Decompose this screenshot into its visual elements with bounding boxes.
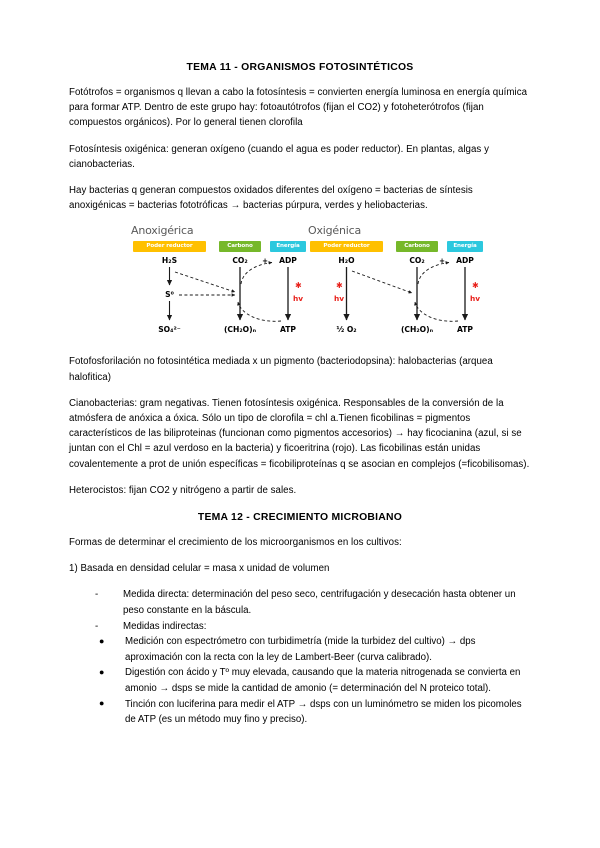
list-item — [99, 665, 531, 696]
paragraph-densidad-celular: 1) Basada en densidad celular = masa x unidad de volumen — [69, 563, 330, 575]
molecule-label-adp-oxi: ADP — [456, 256, 474, 266]
light-label-hv-oxi-h2o: hv — [334, 294, 345, 304]
dash-marker-icon: - — [95, 620, 99, 632]
bullet-marker-icon: ● — [99, 666, 105, 677]
category-box-energia-oxi: Energía — [447, 241, 483, 252]
bullet-list — [69, 634, 531, 728]
molecule-label-ch2on-oxi: (CH₂O)ₙ — [400, 325, 434, 335]
molecule-label-co2-anox: CO₂ — [232, 256, 248, 266]
molecule-label-o2: ½ O₂ — [336, 325, 357, 335]
bullet-marker-icon: ● — [99, 698, 105, 709]
list-item — [95, 619, 531, 635]
paragraph-fotofosforilacion: Fotofosforilación no fotosintética mediada x un pigmento (bacteriodopsina): halobacterias (arquea halofitica) — [69, 356, 493, 383]
category-box-carbono-anox: Carbono — [219, 241, 261, 252]
diagram-arrows — [131, 224, 476, 342]
dash-list — [69, 587, 531, 634]
molecule-label-atp-anox: ATP — [279, 325, 297, 335]
figure-panel-title-oxigenica: Oxigénica — [308, 224, 361, 238]
page-title-tema11: TEMA 11 - ORGANISMOS FOTOSINTÉTICOS — [186, 62, 414, 73]
list-item-label: Medidas indirectas: — [123, 620, 207, 632]
light-label-hv-anox-atp: hv — [293, 294, 304, 304]
paragraph-formas-determinar: Formas de determinar el crecimiento de los microorganismos en los cultivos: — [69, 537, 402, 549]
molecule-label-ch2on-anox: (CH₂O)ₙ — [223, 325, 257, 335]
photosynthesis-comparison-diagram — [131, 224, 481, 342]
figure-panel-title-anoxigenica: Anoxigérica — [131, 224, 194, 238]
plus-sign-oxi: + — [439, 257, 445, 266]
list-item-label: Medida directa: determinación del peso seco, centrifugación y desecación hasta obtener un peso constante en la báscula. — [123, 589, 516, 617]
paragraph-fototrofos: Fotótrofos = organismos q llevan a cabo la fotosíntesis = convierten energía luminosa en energía química para formar ATP. Dentro de este grupo hay: fotoautótrofos (fijan el CO2) y fotoheterótrofos (fijan compuestos orgánicos). Por lo general tienen clorofila — [69, 87, 528, 129]
list-item-label: Digestión con ácido y Tº muy elevada, causando que la materia nitrogenada se convierta en amonio → dsps se mide la cantidad de amonio (= determinación del N proteico total). — [125, 667, 521, 695]
molecule-label-co2-oxi: CO₂ — [409, 256, 425, 266]
molecule-label-adp-anox: ADP — [279, 256, 297, 266]
molecule-label-s0: S⁰ — [165, 290, 174, 300]
light-star-icon-anox-atp: ✱ — [295, 281, 302, 291]
document-content — [69, 62, 531, 728]
category-box-carbono-oxi: Carbono — [396, 241, 438, 252]
category-box-poder-reductor-anox: Poder reductor — [133, 241, 206, 252]
paragraph-heterocistos: Heterocistos: fijan CO2 y nitrógeno a partir de sales. — [69, 484, 297, 496]
list-item-label: Medición con espectrómetro con turbidimetría (mide la turbidez del cultivo) → dps aproximación con la recta con la ley de Lambert-Beer (curva calibrado). — [125, 636, 476, 663]
category-box-poder-reductor-oxi: Poder reductor — [310, 241, 383, 252]
paragraph-cianobacterias: Cianobacterias: gram negativas. Tienen fotosíntesis oxigénica. Responsables de la conversión de la atmósfera de anóxica a óxica. Sólo un tipo de clorofila = chl a.Tienen ficobilinas = pigmentos característicos de las biliproteinas (funcionan como pigmentos accesorios) → hay ficocianina (azul, si se juntan con el Chl = azul verdoso en la bacteria) y ficoeritrina (rojo). Las ficobilinas están unidas covalentemente a prot de unión específicas = ficobiliproteínas q se asocian en complejos (=ficobilisomas). — [69, 397, 530, 470]
page-title-tema12: TEMA 12 - CRECIMIENTO MICROBIANO — [197, 512, 403, 524]
light-star-icon-oxi-atp: ✱ — [472, 281, 479, 291]
dash-marker-icon: - — [95, 589, 99, 601]
molecule-label-h2o: H₂O — [338, 256, 355, 266]
light-star-icon-oxi-h2o: ✱ — [336, 281, 343, 291]
molecule-label-so4: SO₄²⁻ — [158, 325, 181, 335]
bullet-marker-icon: ● — [99, 635, 105, 646]
paragraph-fotosintesis-oxigenica: Fotosíntesis oxigénica: generan oxígeno (cuando el agua es poder reductor). En plantas, algas y cianobacterias. — [69, 143, 489, 170]
list-item — [99, 697, 531, 728]
list-item — [99, 634, 531, 665]
light-label-hv-oxi-atp: hv — [470, 294, 481, 304]
list-item — [95, 587, 531, 618]
paragraph-bacterias-anoxigenicas: Hay bacterias q generan compuestos oxidados diferentes del oxígeno = bacterias de síntesis anoxigénicas = bacterias fototróficas → bacterias púrpura, verdes y heliobacterias. — [69, 185, 473, 212]
list-item-label: Tinción con luciferina para medir el ATP → dsps con un luminómetro se miden los picomoles de ATP (es un método muy fino y preciso). — [125, 698, 522, 726]
category-box-energia-anox: Energía — [270, 241, 306, 252]
molecule-label-h2s: H₂S — [161, 256, 178, 266]
molecule-label-atp-oxi: ATP — [456, 325, 474, 335]
plus-sign-anox: + — [262, 257, 268, 266]
